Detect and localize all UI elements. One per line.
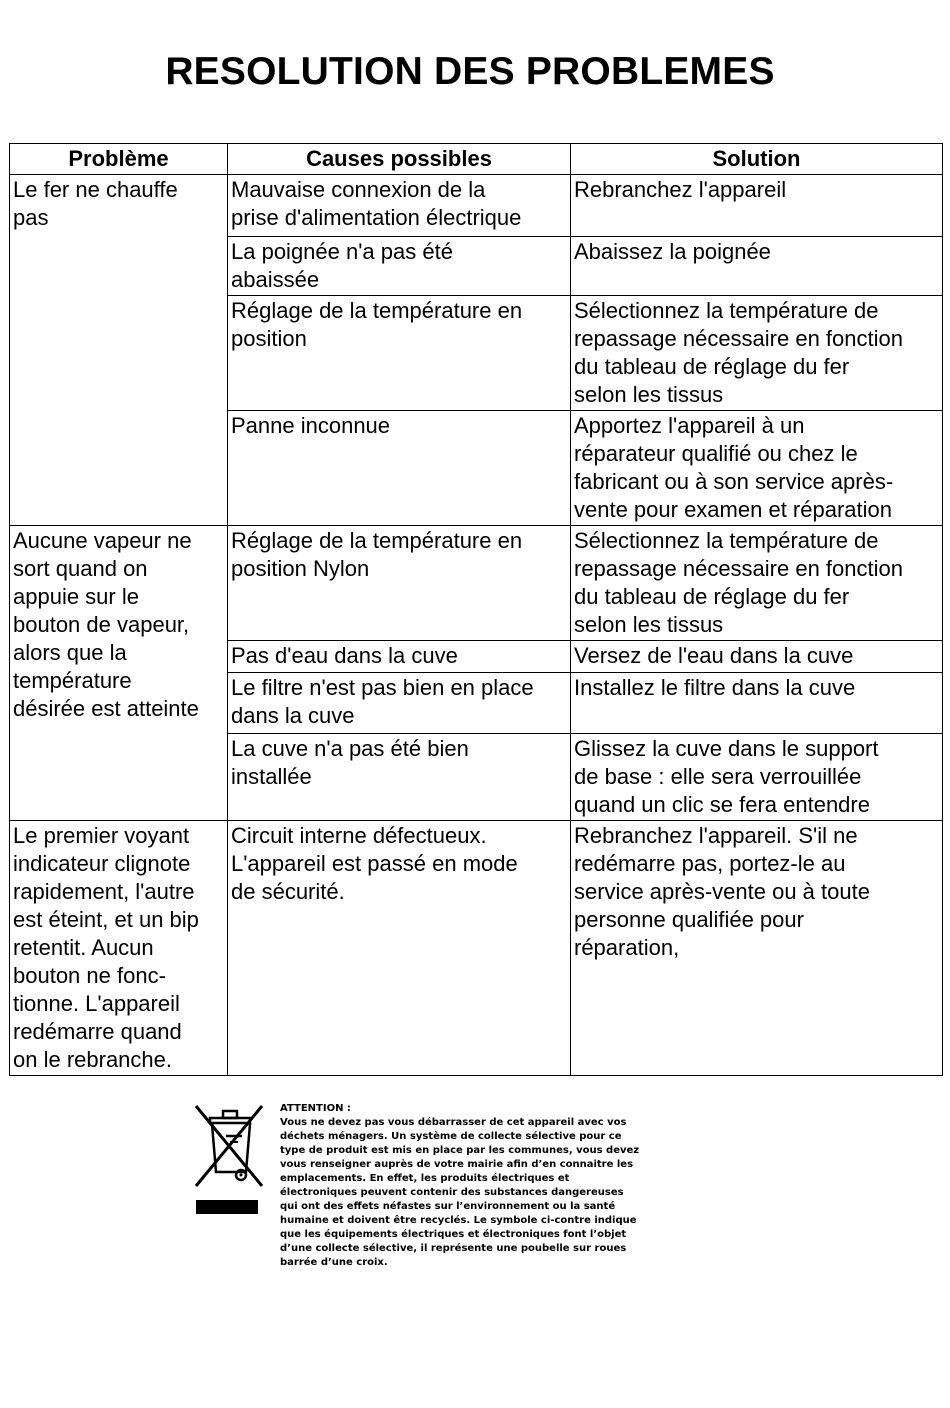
table-row xyxy=(10,526,943,641)
cause-cell: Pas d'eau dans la cuve xyxy=(228,641,571,673)
solution-cell: Rebranchez l'appareil xyxy=(571,175,943,237)
solution-cell: Abaissez la poignée xyxy=(571,237,943,296)
notice-text xyxy=(280,1102,690,1270)
cause-cell: Panne inconnue xyxy=(228,411,571,526)
troubleshooting-table xyxy=(9,143,943,1076)
cause-cell: La cuve n'a pas été bien installée xyxy=(228,734,571,821)
crossed-out-wheelie-bin-icon xyxy=(190,1102,268,1218)
header-causes-possibles: Causes possibles xyxy=(228,144,571,175)
solution-cell: Sélectionnez la température de repassage nécessaire en fonction du tableau de réglage du fer selon les tissus xyxy=(571,296,943,411)
cause-cell: Le filtre n'est pas bien en place dans la cuve xyxy=(228,673,571,734)
solution-cell: Apportez l'appareil à un réparateur qualifié ou chez le fabricant ou à son service après- vente pour examen et réparation xyxy=(571,411,943,526)
solution-cell: Versez de l'eau dans la cuve xyxy=(571,641,943,673)
weee-notice xyxy=(190,1102,700,1282)
cause-cell: Circuit interne défectueux. L'appareil est passé en mode de sécurité. xyxy=(228,821,571,1076)
solution-cell: Glissez la cuve dans le support de base : elle sera verrouillée quand un clic se fera entendre xyxy=(571,734,943,821)
solution-cell: Installez le filtre dans la cuve xyxy=(571,673,943,734)
table-row xyxy=(10,821,943,1076)
problem-cell: Aucune vapeur ne sort quand on appuie sur le bouton de vapeur, alors que la température désirée est atteinte xyxy=(10,526,228,821)
cause-cell: Mauvaise connexion de la prise d'alimentation électrique xyxy=(228,175,571,237)
header-solution: Solution xyxy=(571,144,943,175)
header-probleme: Problème xyxy=(10,144,228,175)
notice-body: Vous ne devez pas vous débarrasser de cet appareil avec vos déchets ménagers. Un système de collecte sélective pour ce type de produit est mis en place par les communes, vous devez vous renseigner auprès de votre mairie afin d’en connaitre les emplacements. En effet, les produits électriques et électroniques peuvent contenir des substances dangereuses qui ont des effets néfastes sur l’environnement ou la santé humaine et doivent être recyclés. Le symbole ci-contre indique que les équipements électriques et électroniques font l’objet d’une collecte sélective, il représente une poubelle sur roues barrée d’une croix. xyxy=(280,1117,640,1268)
cause-cell: La poignée n'a pas été abaissée xyxy=(228,237,571,296)
table-row xyxy=(10,175,943,237)
solution-cell: Sélectionnez la température de repassage nécessaire en fonction du tableau de réglage du fer selon les tissus xyxy=(571,526,943,641)
cause-cell: Réglage de la température en position Nylon xyxy=(228,526,571,641)
notice-heading: ATTENTION : xyxy=(280,1103,351,1114)
problem-cell: Le fer ne chauffe pas xyxy=(10,175,228,526)
solution-cell: Rebranchez l'appareil. S'il ne redémarre pas, portez-le au service après-vente ou à toute personne qualifiée pour réparation, xyxy=(571,821,943,1076)
table-header-row xyxy=(10,144,943,175)
page-title: RESOLUTION DES PROBLEMES xyxy=(165,50,775,93)
problem-cell: Le premier voyant indicateur clignote rapidement, l'autre est éteint, et un bip retentit. Aucun bouton ne fonc- tionne. L'appareil redémarre quand on le rebranche. xyxy=(10,821,228,1076)
cause-cell: Réglage de la température en position xyxy=(228,296,571,411)
